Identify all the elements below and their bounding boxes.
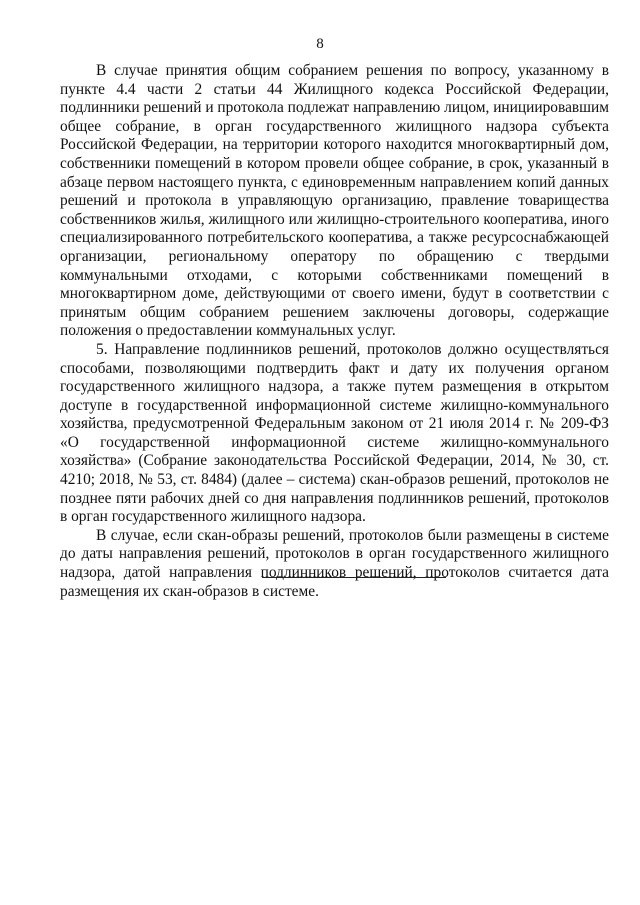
paragraph-3: В случае, если скан-образы решений, протоколов были размещены в системе до даты направления решений, протоколов в орган государственного жилищного надзора, датой направления подлинников решений, протоколов считается дата размещения их скан-образов в системе. [60, 526, 609, 600]
closing-divider [262, 577, 446, 578]
paragraph-2: 5. Направление подлинников решений, протоколов должно осуществляться способами, позволяющими подтвердить факт и дату их получения органом государственного жилищного надзора, а также путем размещения в открытом доступе в государственной информационной системе жилищно-коммунального хозяйства, предусмотренной Федеральным законом от 21 июля 2014 г. № 209-ФЗ «О государственной информационной системе жилищно-коммунального хозяйства» (Собрание законодательства Российской Федерации, 2014, № 30, ст. 4210; 2018, № 53, ст. 8484) (далее – система) скан-образов решений, протоколов не позднее пяти рабочих дней со дня направления подлинников решений, протоколов в орган государственного жилищного надзора. [60, 340, 609, 526]
paragraph-1: В случае принятия общим собранием решения по вопросу, указанному в пункте 4.4 части 2 статьи 44 Жилищного кодекса Российской Федерации, подлинники решений и протокола подлежат направлению лицом, инициировавшим общее собрание, в орган государственного жилищного надзора субъекта Российской Федерации, на территории которого находится многоквартирный дом, собственники помещений в котором провели общее собрание, в срок, указанный в абзаце первом настоящего пункта, с единовременным направлением копий данных решений и протокола в управляющую организацию, правление товарищества собственников жилья, жилищного или жилищно-строительного кооператива, иного специализированного потребительского кооператива, а также ресурсоснабжающей организации, региональному оператору по обращению с твердыми коммунальными отходами, с которыми собственниками помещений в многоквартирном доме, действующими от своего имени, будут в соответствии с принятым общим собранием решением заключены договоры, содержащие положения о предоставлении коммунальных услуг. [60, 62, 609, 340]
document-body [60, 62, 609, 601]
page-number: 8 [316, 36, 324, 52]
